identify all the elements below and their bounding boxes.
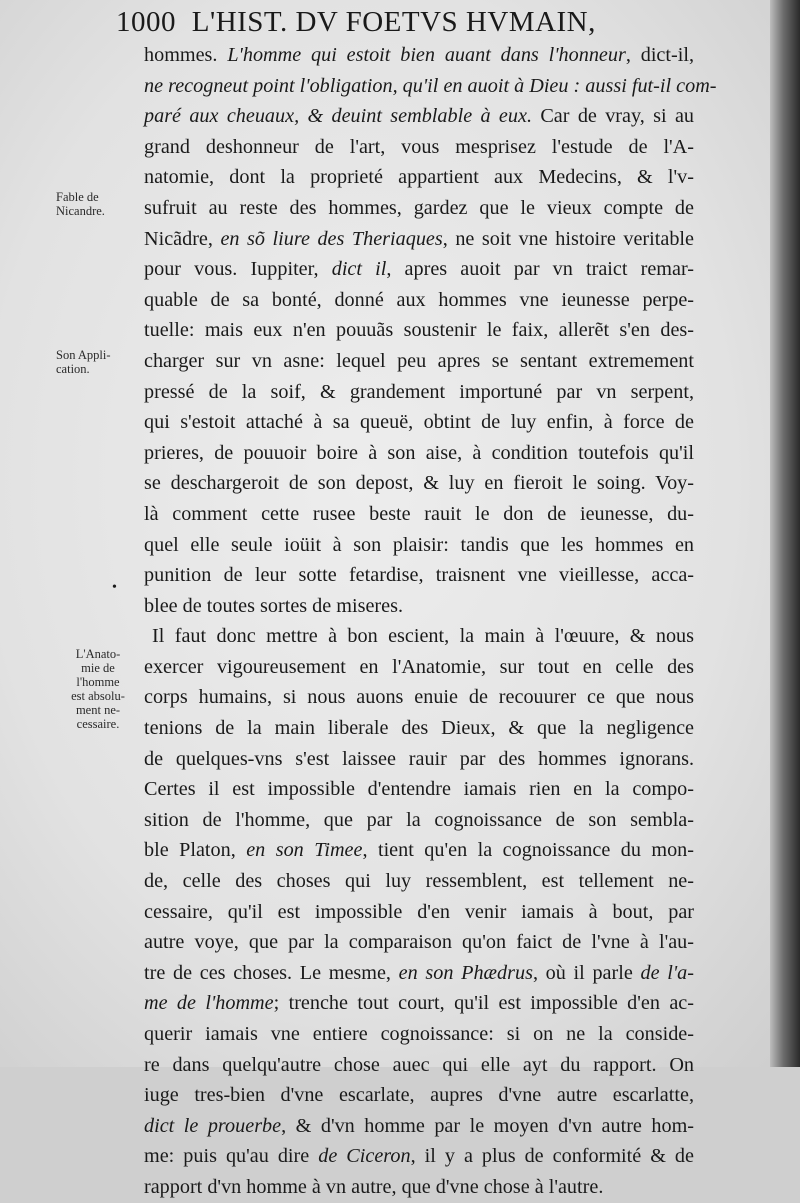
text-segment: re dans quelqu'autre chose auec qui elle ayt du rapport. On [144, 1053, 694, 1076]
italic-segment: en son Phædrus [398, 961, 533, 984]
text-line [144, 1141, 694, 1172]
text-line [144, 407, 694, 438]
text-segment: Certes il est impossible d'entendre iamais rien en la compo- [144, 778, 694, 801]
text-line [144, 1111, 694, 1142]
text-segment: , il y a plus de conformité & de [410, 1145, 694, 1168]
text-line [144, 499, 694, 530]
text-segment: hommes. [144, 44, 228, 66]
text-line [144, 101, 694, 132]
text-segment: grand deshonneur de l'art, vous mesprisez l'estude de l'A- [144, 135, 694, 158]
text-segment: , tient qu'en la cognoissance du mon- [362, 839, 694, 862]
text-segment: tre de ces choses. Le mesme, [144, 961, 399, 984]
text-segment: sufruit au reste des hommes, gardez que le vieux compte de [144, 196, 694, 219]
italic-segment: de Ciceron [318, 1145, 411, 1168]
text-segment: tuelle: mais eux n'en pouuãs soustenir le faix, allerẽt s'en des- [144, 319, 694, 342]
text-line [144, 621, 694, 652]
page-number: 1000 [116, 6, 176, 38]
text-segment: se deschargeroit de son depost, & luy en fieroit le soing. Voy- [144, 472, 694, 495]
italic-segment: de l'a- [640, 961, 694, 984]
text-segment: autre voye, que par la comparaison qu'on faict de l'vne à l'au- [144, 931, 694, 954]
margin-note-line: l'homme [76, 675, 120, 689]
margin-note-line: Fable de [56, 190, 99, 204]
text-line [144, 927, 694, 958]
text-line [144, 866, 694, 897]
text-segment: ; trenche tout court, qu'il est impossible d'en ac- [273, 992, 694, 1015]
text-line [144, 774, 694, 805]
text-line [144, 315, 694, 346]
text-segment: de, celle des choses qui luy ressemblent, est tellement ne- [144, 870, 694, 893]
italic-segment: L'homme qui estoit bien auant dans l'honneur [227, 44, 626, 66]
text-line [144, 254, 694, 285]
text-line [144, 377, 694, 408]
text-segment: tenions de la main liberale des Dieux, & que la negligence [144, 717, 694, 740]
text-line [144, 1172, 694, 1203]
margin-note-line: ment ne- [75, 703, 121, 717]
text-line [144, 162, 694, 193]
text-segment: querir iamais vne entiere cognoissance: si on ne la conside- [144, 1023, 694, 1045]
text-segment: là comment cette rusee beste rauit le don de ieunesse, du- [144, 502, 694, 525]
text-line [144, 438, 694, 469]
text-line [144, 1050, 694, 1081]
text-line [144, 530, 694, 561]
text-line [144, 744, 694, 775]
text-segment: quel elle seule ioüit à son plaisir: tandis que les hommes en [144, 533, 694, 556]
text-segment: corps humains, si nous auons enuie de recouurer ce que nous [144, 686, 694, 709]
text-segment: de quelques-vns s'est laissee rauir par des hommes ignorans. [144, 747, 694, 770]
text-line [144, 1019, 694, 1050]
margin-note-line: est absolu- [71, 689, 125, 703]
text-segment: Car de vray, si au [532, 105, 695, 128]
margin-note-line: cessaire. [76, 717, 120, 731]
italic-segment: paré aux cheuaux, & deuint semblable à eux. [144, 105, 532, 128]
text-segment: blee de toutes sortes de miseres. [144, 594, 403, 617]
text-line [144, 835, 694, 866]
text-segment: sition de l'homme, que par la cognoissance de son sembla- [144, 808, 694, 831]
book-gutter-shadow [770, 0, 800, 1067]
margin-note-line: L'Anato- [75, 647, 121, 661]
text-line [144, 1080, 694, 1111]
italic-segment: en son Timee [246, 839, 363, 862]
italic-segment: en sõ liure des Theriaques [220, 227, 443, 250]
running-header [116, 6, 776, 39]
text-segment: quable de sa bonté, donné aux hommes vne ieunesse perpe- [144, 288, 694, 311]
text-segment: rapport d'vn homme à vn autre, que d'vne chose à l'autre. [144, 1175, 604, 1198]
text-line [144, 652, 694, 683]
italic-segment: ne recogneut point l'obligation, qu'il en auoit à Dieu : aussi fut-il com- [144, 74, 717, 97]
margin-note-line: mie de [81, 661, 115, 675]
text-segment: prieres, de pouuoir boire à son aise, à condition toutefois qu'il [144, 441, 694, 464]
margin-note-anatomy [58, 647, 138, 731]
text-line [144, 682, 694, 713]
text-line [144, 468, 694, 499]
running-title: L'HIST. DV FOETVS HVMAIN, [191, 6, 596, 38]
italic-segment: me de l'homme [144, 992, 274, 1015]
text-segment: , dict-il, [625, 44, 694, 66]
text-segment: pour vous. Iuppiter, [144, 258, 332, 281]
text-line [144, 346, 694, 377]
text-segment: me: puis qu'au dire [144, 1145, 319, 1168]
text-segment: natomie, dont la proprieté appartient aux Medecins, & l'v- [144, 166, 694, 189]
margin-note-line: Son Appli- [56, 348, 111, 362]
text-line [144, 713, 694, 744]
text-line [144, 71, 717, 102]
italic-segment: dict le prouerbe [144, 1114, 282, 1137]
text-segment: , ne soit vne histoire veritable [442, 227, 694, 250]
text-line [144, 805, 694, 836]
margin-note-application [56, 348, 140, 376]
text-segment: punition de leur sotte fetardise, traisnent vne vieillesse, acca- [144, 564, 694, 587]
text-line [144, 958, 694, 989]
text-line [144, 591, 694, 622]
text-segment: ble Platon, [144, 839, 247, 862]
text-segment: cessaire, qu'il est impossible d'en venir iamais à bout, par [144, 900, 694, 923]
text-line [144, 40, 694, 71]
text-segment: , apres auoit par vn traict remar- [386, 258, 694, 281]
text-line [144, 224, 694, 255]
text-segment: charger sur vn asne: lequel peu apres se sentant extremement [144, 349, 694, 372]
text-segment: Il faut donc mettre à bon escient, la main à l'œuure, & nous [152, 625, 694, 648]
text-segment: qui s'estoit attaché à sa queuë, obtint de luy enfin, à force de [144, 411, 694, 434]
text-line [144, 193, 694, 224]
text-line [144, 560, 694, 591]
text-segment: Nicãdre, [144, 227, 221, 250]
text-segment: , & d'vn homme par le moyen d'vn autre hom- [281, 1114, 694, 1137]
margin-note-fable [56, 190, 140, 218]
margin-note-line: Nicandre. [56, 204, 105, 218]
margin-note-line: cation. [56, 362, 90, 376]
text-line [144, 988, 694, 1019]
text-segment: iuge tres-bien d'vne escarlate, aupres d'vne autre escarlatte, [144, 1084, 694, 1107]
body-text [144, 40, 717, 1203]
stray-ink-mark: • [112, 580, 117, 595]
text-segment: , où il parle [532, 961, 641, 984]
text-line [144, 285, 694, 316]
text-line [144, 132, 694, 163]
italic-segment: dict il [331, 258, 387, 281]
text-segment: pressé de la soif, & grandement importuné par vn serpent, [144, 380, 694, 403]
text-segment: exercer vigoureusement en l'Anatomie, sur tout en celle des [144, 655, 694, 678]
text-line [144, 897, 694, 928]
